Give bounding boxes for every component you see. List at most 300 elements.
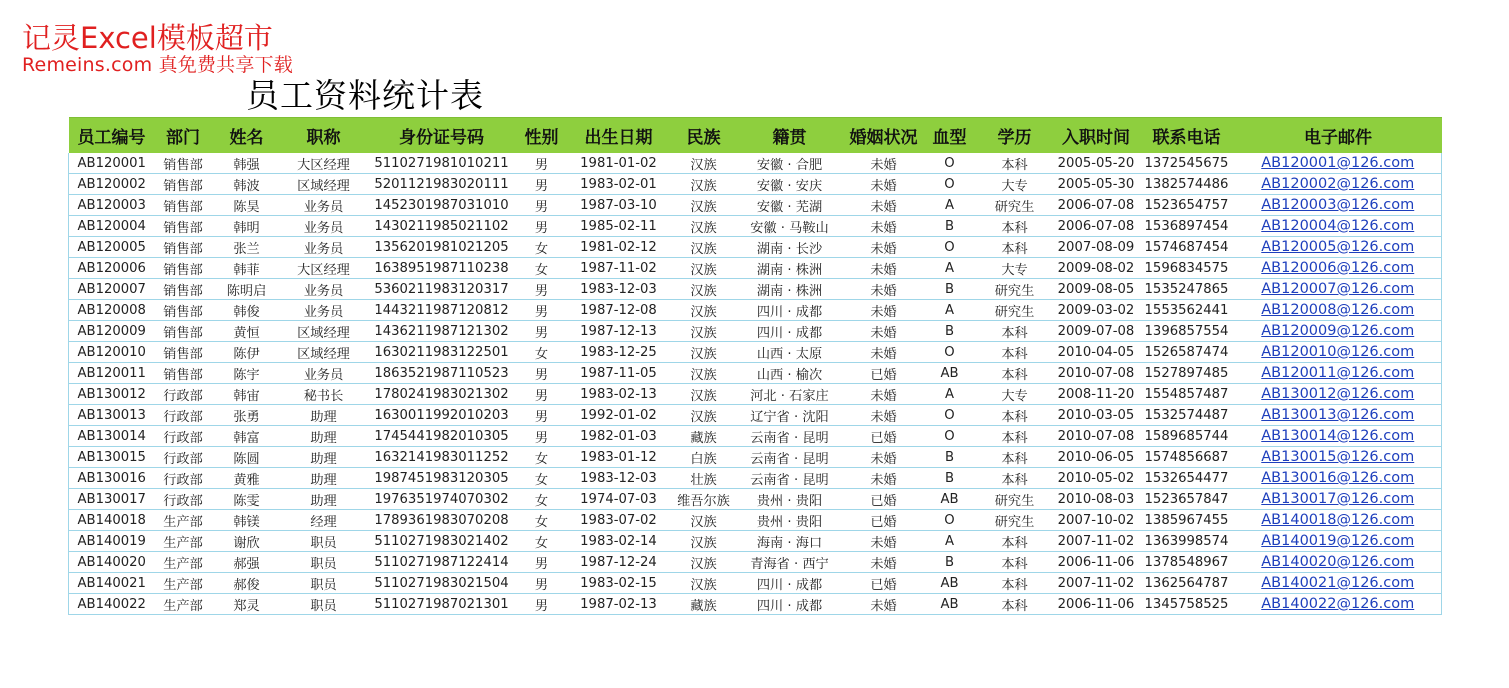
cell-department: 销售部 bbox=[155, 216, 212, 237]
cell-id-number: 1356201981021205 bbox=[366, 237, 518, 258]
cell-ethnicity: 汉族 bbox=[672, 342, 736, 363]
cell-phone: 1382574486 bbox=[1139, 174, 1235, 195]
cell-job-title: 业务员 bbox=[282, 363, 366, 384]
cell-education: 本科 bbox=[976, 531, 1054, 552]
cell-education: 大专 bbox=[976, 258, 1054, 279]
cell-job-title: 区域经理 bbox=[282, 174, 366, 195]
cell-email bbox=[1235, 153, 1442, 174]
cell-email bbox=[1235, 489, 1442, 510]
cell-job-title: 秘书长 bbox=[282, 384, 366, 405]
cell-blood-type: O bbox=[924, 237, 976, 258]
cell-name: 韩明 bbox=[212, 216, 282, 237]
cell-phone: 1526587474 bbox=[1139, 342, 1235, 363]
cell-education: 本科 bbox=[976, 363, 1054, 384]
cell-ethnicity: 汉族 bbox=[672, 153, 736, 174]
table-row bbox=[69, 195, 1442, 216]
cell-id-number: 5110271983021402 bbox=[366, 531, 518, 552]
cell-email bbox=[1235, 573, 1442, 594]
cell-gender: 男 bbox=[518, 426, 566, 447]
cell-birth-date: 1982-01-03 bbox=[566, 426, 672, 447]
cell-id-number: 5201121983020111 bbox=[366, 174, 518, 195]
cell-hire-date: 2010-07-08 bbox=[1054, 426, 1139, 447]
cell-hometown: 云南省 · 昆明 bbox=[736, 426, 844, 447]
cell-name: 韩波 bbox=[212, 174, 282, 195]
cell-id-number: 1630211983122501 bbox=[366, 342, 518, 363]
cell-hire-date: 2010-06-05 bbox=[1054, 447, 1139, 468]
cell-gender: 男 bbox=[518, 300, 566, 321]
table-row bbox=[69, 237, 1442, 258]
cell-ethnicity: 白族 bbox=[672, 447, 736, 468]
table-row bbox=[69, 468, 1442, 489]
cell-birth-date: 1983-07-02 bbox=[566, 510, 672, 531]
cell-job-title: 职员 bbox=[282, 573, 366, 594]
cell-name: 郑灵 bbox=[212, 594, 282, 615]
cell-ethnicity: 汉族 bbox=[672, 363, 736, 384]
email-link[interactable]: AB120002@126.com bbox=[1261, 176, 1415, 192]
cell-email bbox=[1235, 279, 1442, 300]
cell-job-title: 职员 bbox=[282, 531, 366, 552]
cell-marital-status: 未婚 bbox=[844, 384, 924, 405]
email-link[interactable]: AB130014@126.com bbox=[1261, 428, 1415, 444]
cell-birth-date: 1987-11-05 bbox=[566, 363, 672, 384]
cell-hire-date: 2006-07-08 bbox=[1054, 216, 1139, 237]
cell-email bbox=[1235, 405, 1442, 426]
cell-department: 行政部 bbox=[155, 426, 212, 447]
cell-blood-type: O bbox=[924, 174, 976, 195]
cell-gender: 男 bbox=[518, 405, 566, 426]
cell-department: 销售部 bbox=[155, 342, 212, 363]
cell-job-title: 助理 bbox=[282, 468, 366, 489]
cell-education: 本科 bbox=[976, 342, 1054, 363]
cell-marital-status: 已婚 bbox=[844, 489, 924, 510]
col-header-gender: 性别 bbox=[518, 118, 566, 154]
cell-employee-id: AB130014 bbox=[69, 426, 155, 447]
cell-employee-id: AB120001 bbox=[69, 153, 155, 174]
header-row bbox=[69, 118, 1442, 154]
cell-ethnicity: 汉族 bbox=[672, 531, 736, 552]
col-header-name: 姓名 bbox=[212, 118, 282, 154]
cell-hire-date: 2010-04-05 bbox=[1054, 342, 1139, 363]
cell-employee-id: AB120011 bbox=[69, 363, 155, 384]
cell-gender: 男 bbox=[518, 279, 566, 300]
cell-hometown: 辽宁省 · 沈阳 bbox=[736, 405, 844, 426]
col-header-hometown: 籍贯 bbox=[736, 118, 844, 154]
cell-birth-date: 1981-01-02 bbox=[566, 153, 672, 174]
cell-gender: 男 bbox=[518, 153, 566, 174]
cell-employee-id: AB120004 bbox=[69, 216, 155, 237]
cell-employee-id: AB140018 bbox=[69, 510, 155, 531]
cell-education: 大专 bbox=[976, 174, 1054, 195]
cell-education: 本科 bbox=[976, 573, 1054, 594]
table-row bbox=[69, 279, 1442, 300]
cell-blood-type: AB bbox=[924, 573, 976, 594]
cell-ethnicity: 汉族 bbox=[672, 195, 736, 216]
cell-marital-status: 已婚 bbox=[844, 510, 924, 531]
cell-phone: 1535247865 bbox=[1139, 279, 1235, 300]
cell-id-number: 1976351974070302 bbox=[366, 489, 518, 510]
email-link[interactable]: AB140019@126.com bbox=[1261, 533, 1415, 549]
cell-hire-date: 2009-08-05 bbox=[1054, 279, 1139, 300]
email-link[interactable]: AB120006@126.com bbox=[1261, 260, 1415, 276]
cell-phone: 1396857554 bbox=[1139, 321, 1235, 342]
cell-hometown: 四川 · 成都 bbox=[736, 321, 844, 342]
cell-id-number: 1630011992010203 bbox=[366, 405, 518, 426]
col-header-blood: 血型 bbox=[924, 118, 976, 154]
cell-birth-date: 1987-03-10 bbox=[566, 195, 672, 216]
cell-phone: 1532654477 bbox=[1139, 468, 1235, 489]
cell-email bbox=[1235, 258, 1442, 279]
cell-department: 销售部 bbox=[155, 300, 212, 321]
cell-department: 生产部 bbox=[155, 552, 212, 573]
table-row bbox=[69, 363, 1442, 384]
email-link[interactable]: AB130015@126.com bbox=[1261, 449, 1415, 465]
cell-ethnicity: 汉族 bbox=[672, 279, 736, 300]
cell-hometown: 贵州 · 贵阳 bbox=[736, 489, 844, 510]
cell-employee-id: AB140019 bbox=[69, 531, 155, 552]
cell-birth-date: 1983-02-13 bbox=[566, 384, 672, 405]
cell-hire-date: 2005-05-30 bbox=[1054, 174, 1139, 195]
cell-birth-date: 1983-02-01 bbox=[566, 174, 672, 195]
cell-gender: 男 bbox=[518, 594, 566, 615]
email-link[interactable]: AB130013@126.com bbox=[1261, 407, 1415, 423]
cell-marital-status: 未婚 bbox=[844, 258, 924, 279]
cell-gender: 男 bbox=[518, 174, 566, 195]
cell-name: 黄雅 bbox=[212, 468, 282, 489]
cell-education: 本科 bbox=[976, 594, 1054, 615]
cell-marital-status: 未婚 bbox=[844, 195, 924, 216]
cell-hometown: 四川 · 成都 bbox=[736, 573, 844, 594]
cell-birth-date: 1983-02-14 bbox=[566, 531, 672, 552]
cell-hire-date: 2006-11-06 bbox=[1054, 594, 1139, 615]
table-body bbox=[69, 153, 1442, 615]
email-link[interactable]: AB130017@126.com bbox=[1261, 491, 1415, 507]
cell-department: 行政部 bbox=[155, 384, 212, 405]
cell-marital-status: 未婚 bbox=[844, 447, 924, 468]
cell-phone: 1372545675 bbox=[1139, 153, 1235, 174]
cell-name: 谢欣 bbox=[212, 531, 282, 552]
cell-employee-id: AB120003 bbox=[69, 195, 155, 216]
cell-gender: 女 bbox=[518, 258, 566, 279]
cell-marital-status: 未婚 bbox=[844, 300, 924, 321]
col-header-email: 电子邮件 bbox=[1235, 118, 1442, 154]
cell-hometown: 安徽 · 安庆 bbox=[736, 174, 844, 195]
cell-hometown: 湖南 · 株洲 bbox=[736, 279, 844, 300]
cell-email bbox=[1235, 594, 1442, 615]
cell-employee-id: AB120005 bbox=[69, 237, 155, 258]
cell-email bbox=[1235, 300, 1442, 321]
cell-hometown: 安徽 · 马鞍山 bbox=[736, 216, 844, 237]
brand-subtitle: Remeins.com 真免费共享下载 bbox=[22, 54, 293, 76]
email-link[interactable]: AB140021@126.com bbox=[1261, 575, 1415, 591]
cell-phone: 1363998574 bbox=[1139, 531, 1235, 552]
table-row bbox=[69, 342, 1442, 363]
email-link[interactable]: AB120009@126.com bbox=[1261, 323, 1415, 339]
col-header-ethnicity: 民族 bbox=[672, 118, 736, 154]
cell-department: 销售部 bbox=[155, 237, 212, 258]
brand-watermark bbox=[22, 20, 293, 76]
cell-gender: 男 bbox=[518, 363, 566, 384]
cell-department: 生产部 bbox=[155, 594, 212, 615]
email-link[interactable]: AB140022@126.com bbox=[1261, 596, 1415, 612]
cell-ethnicity: 汉族 bbox=[672, 384, 736, 405]
cell-name: 张兰 bbox=[212, 237, 282, 258]
cell-job-title: 助理 bbox=[282, 489, 366, 510]
cell-hire-date: 2010-05-02 bbox=[1054, 468, 1139, 489]
cell-gender: 女 bbox=[518, 342, 566, 363]
table-row bbox=[69, 216, 1442, 237]
cell-gender: 女 bbox=[518, 468, 566, 489]
col-header-title: 职称 bbox=[282, 118, 366, 154]
cell-blood-type: O bbox=[924, 510, 976, 531]
cell-id-number: 1452301987031010 bbox=[366, 195, 518, 216]
cell-ethnicity: 汉族 bbox=[672, 174, 736, 195]
cell-birth-date: 1983-01-12 bbox=[566, 447, 672, 468]
col-header-hire-date: 入职时间 bbox=[1054, 118, 1139, 154]
cell-job-title: 区域经理 bbox=[282, 342, 366, 363]
cell-employee-id: AB130013 bbox=[69, 405, 155, 426]
email-link[interactable]: AB120003@126.com bbox=[1261, 197, 1415, 213]
cell-id-number: 1780241983021302 bbox=[366, 384, 518, 405]
cell-marital-status: 已婚 bbox=[844, 363, 924, 384]
cell-blood-type: A bbox=[924, 384, 976, 405]
cell-hometown: 安徽 · 芜湖 bbox=[736, 195, 844, 216]
table-row bbox=[69, 426, 1442, 447]
email-link[interactable]: AB120004@126.com bbox=[1261, 218, 1415, 234]
cell-department: 销售部 bbox=[155, 321, 212, 342]
cell-id-number: 1745441982010305 bbox=[366, 426, 518, 447]
cell-hire-date: 2007-08-09 bbox=[1054, 237, 1139, 258]
cell-name: 陈明启 bbox=[212, 279, 282, 300]
email-link[interactable]: AB120011@126.com bbox=[1261, 365, 1415, 381]
cell-ethnicity: 汉族 bbox=[672, 321, 736, 342]
cell-birth-date: 1983-12-25 bbox=[566, 342, 672, 363]
cell-job-title: 大区经理 bbox=[282, 258, 366, 279]
cell-job-title: 职员 bbox=[282, 552, 366, 573]
cell-hometown: 四川 · 成都 bbox=[736, 594, 844, 615]
cell-department: 行政部 bbox=[155, 447, 212, 468]
cell-name: 韩富 bbox=[212, 426, 282, 447]
cell-gender: 男 bbox=[518, 216, 566, 237]
cell-name: 陈伊 bbox=[212, 342, 282, 363]
cell-job-title: 区域经理 bbox=[282, 321, 366, 342]
page-title: 员工资料统计表 bbox=[246, 76, 484, 115]
cell-job-title: 业务员 bbox=[282, 279, 366, 300]
cell-birth-date: 1974-07-03 bbox=[566, 489, 672, 510]
cell-employee-id: AB120009 bbox=[69, 321, 155, 342]
cell-blood-type: B bbox=[924, 468, 976, 489]
cell-marital-status: 已婚 bbox=[844, 426, 924, 447]
brand-title: 记灵Excel模板超市 bbox=[22, 21, 273, 55]
cell-education: 研究生 bbox=[976, 489, 1054, 510]
cell-employee-id: AB130017 bbox=[69, 489, 155, 510]
cell-education: 本科 bbox=[976, 321, 1054, 342]
cell-name: 韩宙 bbox=[212, 384, 282, 405]
cell-blood-type: O bbox=[924, 426, 976, 447]
table-row bbox=[69, 384, 1442, 405]
email-link[interactable]: AB120005@126.com bbox=[1261, 239, 1415, 255]
cell-blood-type: O bbox=[924, 153, 976, 174]
cell-phone: 1596834575 bbox=[1139, 258, 1235, 279]
table-row bbox=[69, 321, 1442, 342]
cell-gender: 男 bbox=[518, 552, 566, 573]
cell-name: 陈昊 bbox=[212, 195, 282, 216]
col-header-id: 员工编号 bbox=[69, 118, 155, 154]
cell-hire-date: 2010-08-03 bbox=[1054, 489, 1139, 510]
cell-marital-status: 未婚 bbox=[844, 237, 924, 258]
cell-email bbox=[1235, 216, 1442, 237]
cell-email bbox=[1235, 531, 1442, 552]
cell-education: 本科 bbox=[976, 237, 1054, 258]
cell-id-number: 1430211985021102 bbox=[366, 216, 518, 237]
cell-hire-date: 2010-07-08 bbox=[1054, 363, 1139, 384]
cell-blood-type: A bbox=[924, 195, 976, 216]
cell-id-number: 1632141983011252 bbox=[366, 447, 518, 468]
cell-job-title: 助理 bbox=[282, 405, 366, 426]
cell-employee-id: AB130016 bbox=[69, 468, 155, 489]
cell-employee-id: AB120006 bbox=[69, 258, 155, 279]
cell-hometown: 贵州 · 贵阳 bbox=[736, 510, 844, 531]
cell-hometown: 湖南 · 长沙 bbox=[736, 237, 844, 258]
cell-id-number: 5110271987122414 bbox=[366, 552, 518, 573]
cell-employee-id: AB120010 bbox=[69, 342, 155, 363]
cell-email bbox=[1235, 468, 1442, 489]
cell-ethnicity: 汉族 bbox=[672, 573, 736, 594]
cell-marital-status: 未婚 bbox=[844, 531, 924, 552]
cell-blood-type: B bbox=[924, 447, 976, 468]
cell-name: 张勇 bbox=[212, 405, 282, 426]
cell-hire-date: 2007-11-02 bbox=[1054, 573, 1139, 594]
table-row bbox=[69, 594, 1442, 615]
cell-blood-type: A bbox=[924, 531, 976, 552]
cell-email bbox=[1235, 384, 1442, 405]
cell-blood-type: B bbox=[924, 321, 976, 342]
email-link[interactable]: AB120007@126.com bbox=[1261, 281, 1415, 297]
table-row bbox=[69, 405, 1442, 426]
table-row bbox=[69, 174, 1442, 195]
cell-marital-status: 未婚 bbox=[844, 594, 924, 615]
cell-birth-date: 1983-02-15 bbox=[566, 573, 672, 594]
cell-hometown: 湖南 · 株洲 bbox=[736, 258, 844, 279]
email-link[interactable]: AB120008@126.com bbox=[1261, 302, 1415, 318]
cell-email bbox=[1235, 342, 1442, 363]
cell-job-title: 助理 bbox=[282, 447, 366, 468]
employee-table bbox=[68, 117, 1442, 615]
cell-ethnicity: 汉族 bbox=[672, 510, 736, 531]
cell-phone: 1345758525 bbox=[1139, 594, 1235, 615]
cell-phone: 1523657847 bbox=[1139, 489, 1235, 510]
cell-education: 本科 bbox=[976, 468, 1054, 489]
cell-employee-id: AB140022 bbox=[69, 594, 155, 615]
cell-ethnicity: 藏族 bbox=[672, 594, 736, 615]
email-link[interactable]: AB140018@126.com bbox=[1261, 512, 1415, 528]
cell-blood-type: AB bbox=[924, 363, 976, 384]
cell-id-number: 1638951987110238 bbox=[366, 258, 518, 279]
cell-ethnicity: 汉族 bbox=[672, 258, 736, 279]
email-link[interactable]: AB130012@126.com bbox=[1261, 386, 1415, 402]
cell-ethnicity: 壮族 bbox=[672, 468, 736, 489]
cell-hometown: 青海省 · 西宁 bbox=[736, 552, 844, 573]
cell-gender: 女 bbox=[518, 447, 566, 468]
cell-employee-id: AB120008 bbox=[69, 300, 155, 321]
cell-hire-date: 2008-11-20 bbox=[1054, 384, 1139, 405]
cell-phone: 1532574487 bbox=[1139, 405, 1235, 426]
cell-ethnicity: 汉族 bbox=[672, 405, 736, 426]
cell-hire-date: 2010-03-05 bbox=[1054, 405, 1139, 426]
cell-department: 行政部 bbox=[155, 468, 212, 489]
cell-ethnicity: 汉族 bbox=[672, 237, 736, 258]
cell-gender: 男 bbox=[518, 195, 566, 216]
cell-employee-id: AB120002 bbox=[69, 174, 155, 195]
cell-email bbox=[1235, 195, 1442, 216]
cell-department: 行政部 bbox=[155, 489, 212, 510]
table-row bbox=[69, 258, 1442, 279]
cell-id-number: 5110271983021504 bbox=[366, 573, 518, 594]
table-row bbox=[69, 531, 1442, 552]
cell-job-title: 助理 bbox=[282, 426, 366, 447]
cell-phone: 1536897454 bbox=[1139, 216, 1235, 237]
cell-department: 生产部 bbox=[155, 510, 212, 531]
cell-name: 韩镁 bbox=[212, 510, 282, 531]
cell-phone: 1554857487 bbox=[1139, 384, 1235, 405]
email-link[interactable]: AB120010@126.com bbox=[1261, 344, 1415, 360]
table-row bbox=[69, 573, 1442, 594]
cell-job-title: 业务员 bbox=[282, 216, 366, 237]
cell-hometown: 四川 · 成都 bbox=[736, 300, 844, 321]
cell-name: 韩菲 bbox=[212, 258, 282, 279]
cell-education: 本科 bbox=[976, 552, 1054, 573]
cell-education: 研究生 bbox=[976, 510, 1054, 531]
cell-gender: 男 bbox=[518, 384, 566, 405]
col-header-birth: 出生日期 bbox=[566, 118, 672, 154]
cell-birth-date: 1983-12-03 bbox=[566, 279, 672, 300]
cell-department: 生产部 bbox=[155, 531, 212, 552]
cell-department: 行政部 bbox=[155, 405, 212, 426]
cell-email bbox=[1235, 510, 1442, 531]
cell-hometown: 云南省 · 昆明 bbox=[736, 447, 844, 468]
cell-id-number: 5110271981010211 bbox=[366, 153, 518, 174]
email-link[interactable]: AB130016@126.com bbox=[1261, 470, 1415, 486]
cell-email bbox=[1235, 237, 1442, 258]
cell-phone: 1574687454 bbox=[1139, 237, 1235, 258]
cell-name: 陈雯 bbox=[212, 489, 282, 510]
cell-gender: 女 bbox=[518, 489, 566, 510]
cell-email bbox=[1235, 363, 1442, 384]
cell-blood-type: B bbox=[924, 216, 976, 237]
cell-phone: 1527897485 bbox=[1139, 363, 1235, 384]
email-link[interactable]: AB140020@126.com bbox=[1261, 554, 1415, 570]
cell-hometown: 安徽 · 合肥 bbox=[736, 153, 844, 174]
cell-department: 销售部 bbox=[155, 258, 212, 279]
cell-hire-date: 2009-03-02 bbox=[1054, 300, 1139, 321]
cell-hire-date: 2009-08-02 bbox=[1054, 258, 1139, 279]
table-row bbox=[69, 447, 1442, 468]
cell-education: 本科 bbox=[976, 447, 1054, 468]
cell-employee-id: AB140021 bbox=[69, 573, 155, 594]
cell-id-number: 1443211987120812 bbox=[366, 300, 518, 321]
email-link[interactable]: AB120001@126.com bbox=[1261, 155, 1415, 171]
cell-gender: 女 bbox=[518, 531, 566, 552]
cell-email bbox=[1235, 447, 1442, 468]
cell-birth-date: 1992-01-02 bbox=[566, 405, 672, 426]
cell-job-title: 业务员 bbox=[282, 237, 366, 258]
table-row bbox=[69, 300, 1442, 321]
cell-job-title: 职员 bbox=[282, 594, 366, 615]
cell-hire-date: 2006-07-08 bbox=[1054, 195, 1139, 216]
cell-education: 本科 bbox=[976, 153, 1054, 174]
cell-blood-type: O bbox=[924, 405, 976, 426]
cell-employee-id: AB140020 bbox=[69, 552, 155, 573]
cell-hire-date: 2009-07-08 bbox=[1054, 321, 1139, 342]
